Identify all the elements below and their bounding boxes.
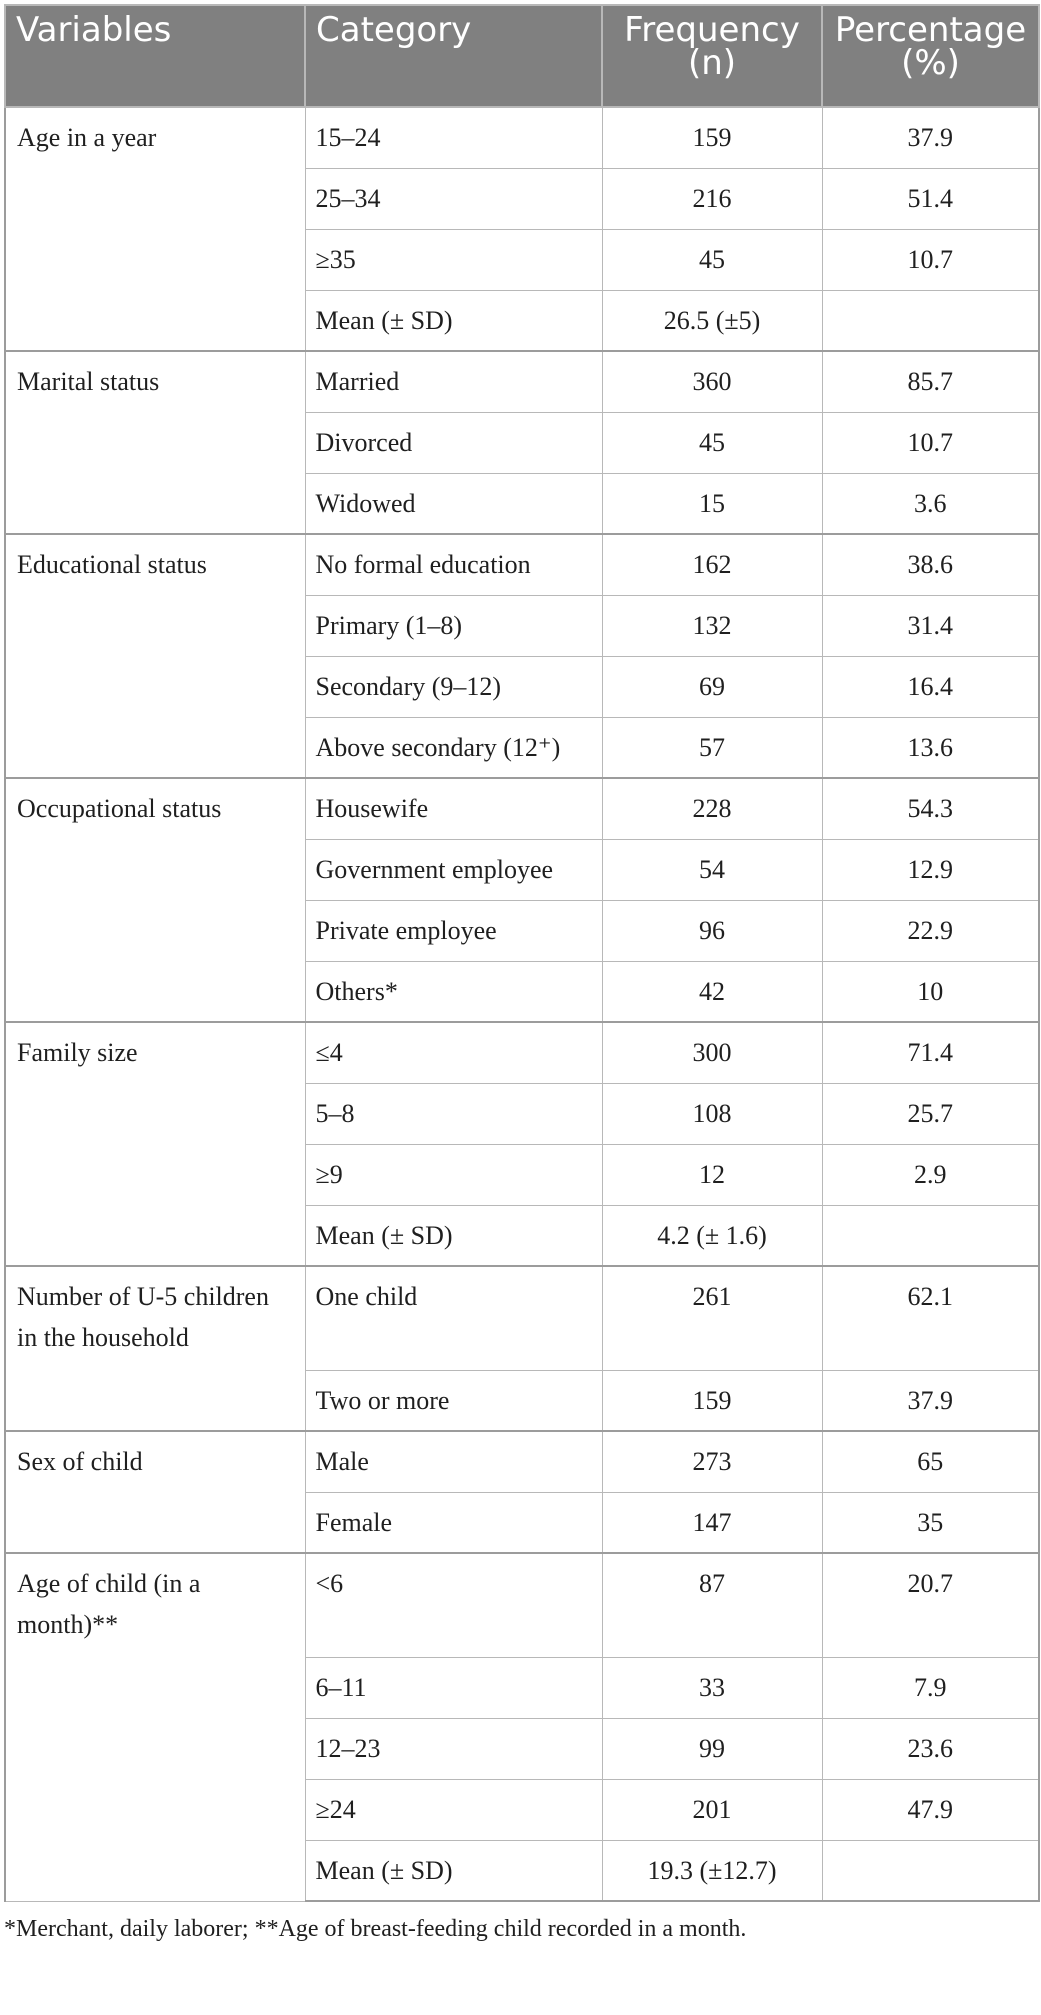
frequency-cell: 147 bbox=[602, 1492, 822, 1553]
percentage-cell: 54.3 bbox=[822, 778, 1039, 839]
frequency-cell: 26.5 (±5) bbox=[602, 290, 822, 351]
category-cell: 6–11 bbox=[305, 1657, 602, 1718]
category-cell: Mean (± SD) bbox=[305, 1840, 602, 1901]
percentage-cell: 7.9 bbox=[822, 1657, 1039, 1718]
frequency-cell: 15 bbox=[602, 473, 822, 534]
header-frequency bbox=[602, 5, 822, 107]
category-cell: Male bbox=[305, 1431, 602, 1492]
frequency-cell: 201 bbox=[602, 1779, 822, 1840]
percentage-cell: 16.4 bbox=[822, 656, 1039, 717]
frequency-cell: 87 bbox=[602, 1553, 822, 1657]
percentage-cell: 35 bbox=[822, 1492, 1039, 1553]
frequency-cell: 42 bbox=[602, 961, 822, 1022]
category-cell: Above secondary (12⁺) bbox=[305, 717, 602, 778]
table-row bbox=[5, 107, 1039, 168]
header-line: Category bbox=[316, 10, 472, 50]
category-cell: Private employee bbox=[305, 900, 602, 961]
frequency-cell: 19.3 (±12.7) bbox=[602, 1840, 822, 1901]
percentage-cell: 23.6 bbox=[822, 1718, 1039, 1779]
variable-cell: Age in a year bbox=[5, 107, 305, 351]
frequency-cell: 132 bbox=[602, 595, 822, 656]
frequency-cell: 4.2 (± 1.6) bbox=[602, 1205, 822, 1266]
percentage-cell: 37.9 bbox=[822, 1370, 1039, 1431]
percentage-cell: 10 bbox=[822, 961, 1039, 1022]
table-row bbox=[5, 1022, 1039, 1083]
category-cell: 5–8 bbox=[305, 1083, 602, 1144]
category-cell: Housewife bbox=[305, 778, 602, 839]
table-row bbox=[5, 1553, 1039, 1657]
frequency-cell: 12 bbox=[602, 1144, 822, 1205]
percentage-cell bbox=[822, 1205, 1039, 1266]
category-cell: 25–34 bbox=[305, 168, 602, 229]
header-percentage bbox=[822, 5, 1039, 107]
header-variables bbox=[5, 5, 305, 107]
category-cell: ≤4 bbox=[305, 1022, 602, 1083]
table-body bbox=[5, 107, 1039, 1901]
frequency-cell: 261 bbox=[602, 1266, 822, 1370]
frequency-cell: 69 bbox=[602, 656, 822, 717]
category-cell: Two or more bbox=[305, 1370, 602, 1431]
percentage-cell: 85.7 bbox=[822, 351, 1039, 412]
frequency-cell: 300 bbox=[602, 1022, 822, 1083]
table-row bbox=[5, 778, 1039, 839]
category-cell: Government employee bbox=[305, 839, 602, 900]
frequency-cell: 45 bbox=[602, 412, 822, 473]
percentage-cell: 2.9 bbox=[822, 1144, 1039, 1205]
frequency-cell: 96 bbox=[602, 900, 822, 961]
header-category bbox=[305, 5, 602, 107]
header-line: Frequency bbox=[624, 10, 800, 50]
variable-cell: Marital status bbox=[5, 351, 305, 534]
frequency-cell: 273 bbox=[602, 1431, 822, 1492]
category-cell: Mean (± SD) bbox=[305, 1205, 602, 1266]
category-cell: Married bbox=[305, 351, 602, 412]
frequency-cell: 54 bbox=[602, 839, 822, 900]
percentage-cell: 65 bbox=[822, 1431, 1039, 1492]
header-line: Variables bbox=[16, 10, 172, 50]
demographics-table bbox=[4, 4, 1040, 1902]
table-row bbox=[5, 534, 1039, 595]
document bbox=[4, 4, 1038, 1943]
variable-cell: Educational status bbox=[5, 534, 305, 778]
percentage-cell: 51.4 bbox=[822, 168, 1039, 229]
percentage-cell: 20.7 bbox=[822, 1553, 1039, 1657]
table-header-row bbox=[5, 5, 1039, 107]
category-cell: Secondary (9–12) bbox=[305, 656, 602, 717]
table-row bbox=[5, 351, 1039, 412]
table-footnote: *Merchant, daily laborer; **Age of breast-feeding child recorded in a month. bbox=[4, 1916, 747, 1942]
percentage-cell: 37.9 bbox=[822, 107, 1039, 168]
table-row bbox=[5, 1266, 1039, 1370]
frequency-cell: 33 bbox=[602, 1657, 822, 1718]
variable-cell: Sex of child bbox=[5, 1431, 305, 1553]
variable-cell: Age of child (in a month)** bbox=[5, 1553, 305, 1901]
variable-cell: Number of U-5 children in the household bbox=[5, 1266, 305, 1431]
category-cell: 12–23 bbox=[305, 1718, 602, 1779]
category-cell: Divorced bbox=[305, 412, 602, 473]
percentage-cell: 62.1 bbox=[822, 1266, 1039, 1370]
percentage-cell: 10.7 bbox=[822, 412, 1039, 473]
percentage-cell: 31.4 bbox=[822, 595, 1039, 656]
category-cell: Mean (± SD) bbox=[305, 290, 602, 351]
header-line: (%) bbox=[901, 43, 960, 83]
category-cell: Female bbox=[305, 1492, 602, 1553]
frequency-cell: 216 bbox=[602, 168, 822, 229]
frequency-cell: 159 bbox=[602, 107, 822, 168]
percentage-cell: 25.7 bbox=[822, 1083, 1039, 1144]
category-cell: ≥24 bbox=[305, 1779, 602, 1840]
category-cell: Others* bbox=[305, 961, 602, 1022]
percentage-cell: 71.4 bbox=[822, 1022, 1039, 1083]
category-cell: Primary (1–8) bbox=[305, 595, 602, 656]
percentage-cell: 13.6 bbox=[822, 717, 1039, 778]
percentage-cell: 38.6 bbox=[822, 534, 1039, 595]
header-line: Percentage bbox=[834, 10, 1027, 50]
variable-cell: Family size bbox=[5, 1022, 305, 1266]
percentage-cell: 3.6 bbox=[822, 473, 1039, 534]
category-cell: ≥35 bbox=[305, 229, 602, 290]
percentage-cell: 10.7 bbox=[822, 229, 1039, 290]
percentage-cell: 47.9 bbox=[822, 1779, 1039, 1840]
table-row bbox=[5, 1431, 1039, 1492]
percentage-cell: 22.9 bbox=[822, 900, 1039, 961]
percentage-cell bbox=[822, 290, 1039, 351]
frequency-cell: 228 bbox=[602, 778, 822, 839]
percentage-cell: 12.9 bbox=[822, 839, 1039, 900]
frequency-cell: 99 bbox=[602, 1718, 822, 1779]
frequency-cell: 108 bbox=[602, 1083, 822, 1144]
category-cell: No formal education bbox=[305, 534, 602, 595]
frequency-cell: 45 bbox=[602, 229, 822, 290]
frequency-cell: 57 bbox=[602, 717, 822, 778]
category-cell: One child bbox=[305, 1266, 602, 1370]
header-line: (n) bbox=[687, 43, 737, 83]
category-cell: Widowed bbox=[305, 473, 602, 534]
category-cell: ≥9 bbox=[305, 1144, 602, 1205]
category-cell: <6 bbox=[305, 1553, 602, 1657]
percentage-cell bbox=[822, 1840, 1039, 1901]
variable-cell: Occupational status bbox=[5, 778, 305, 1022]
frequency-cell: 162 bbox=[602, 534, 822, 595]
frequency-cell: 360 bbox=[602, 351, 822, 412]
category-cell: 15–24 bbox=[305, 107, 602, 168]
frequency-cell: 159 bbox=[602, 1370, 822, 1431]
